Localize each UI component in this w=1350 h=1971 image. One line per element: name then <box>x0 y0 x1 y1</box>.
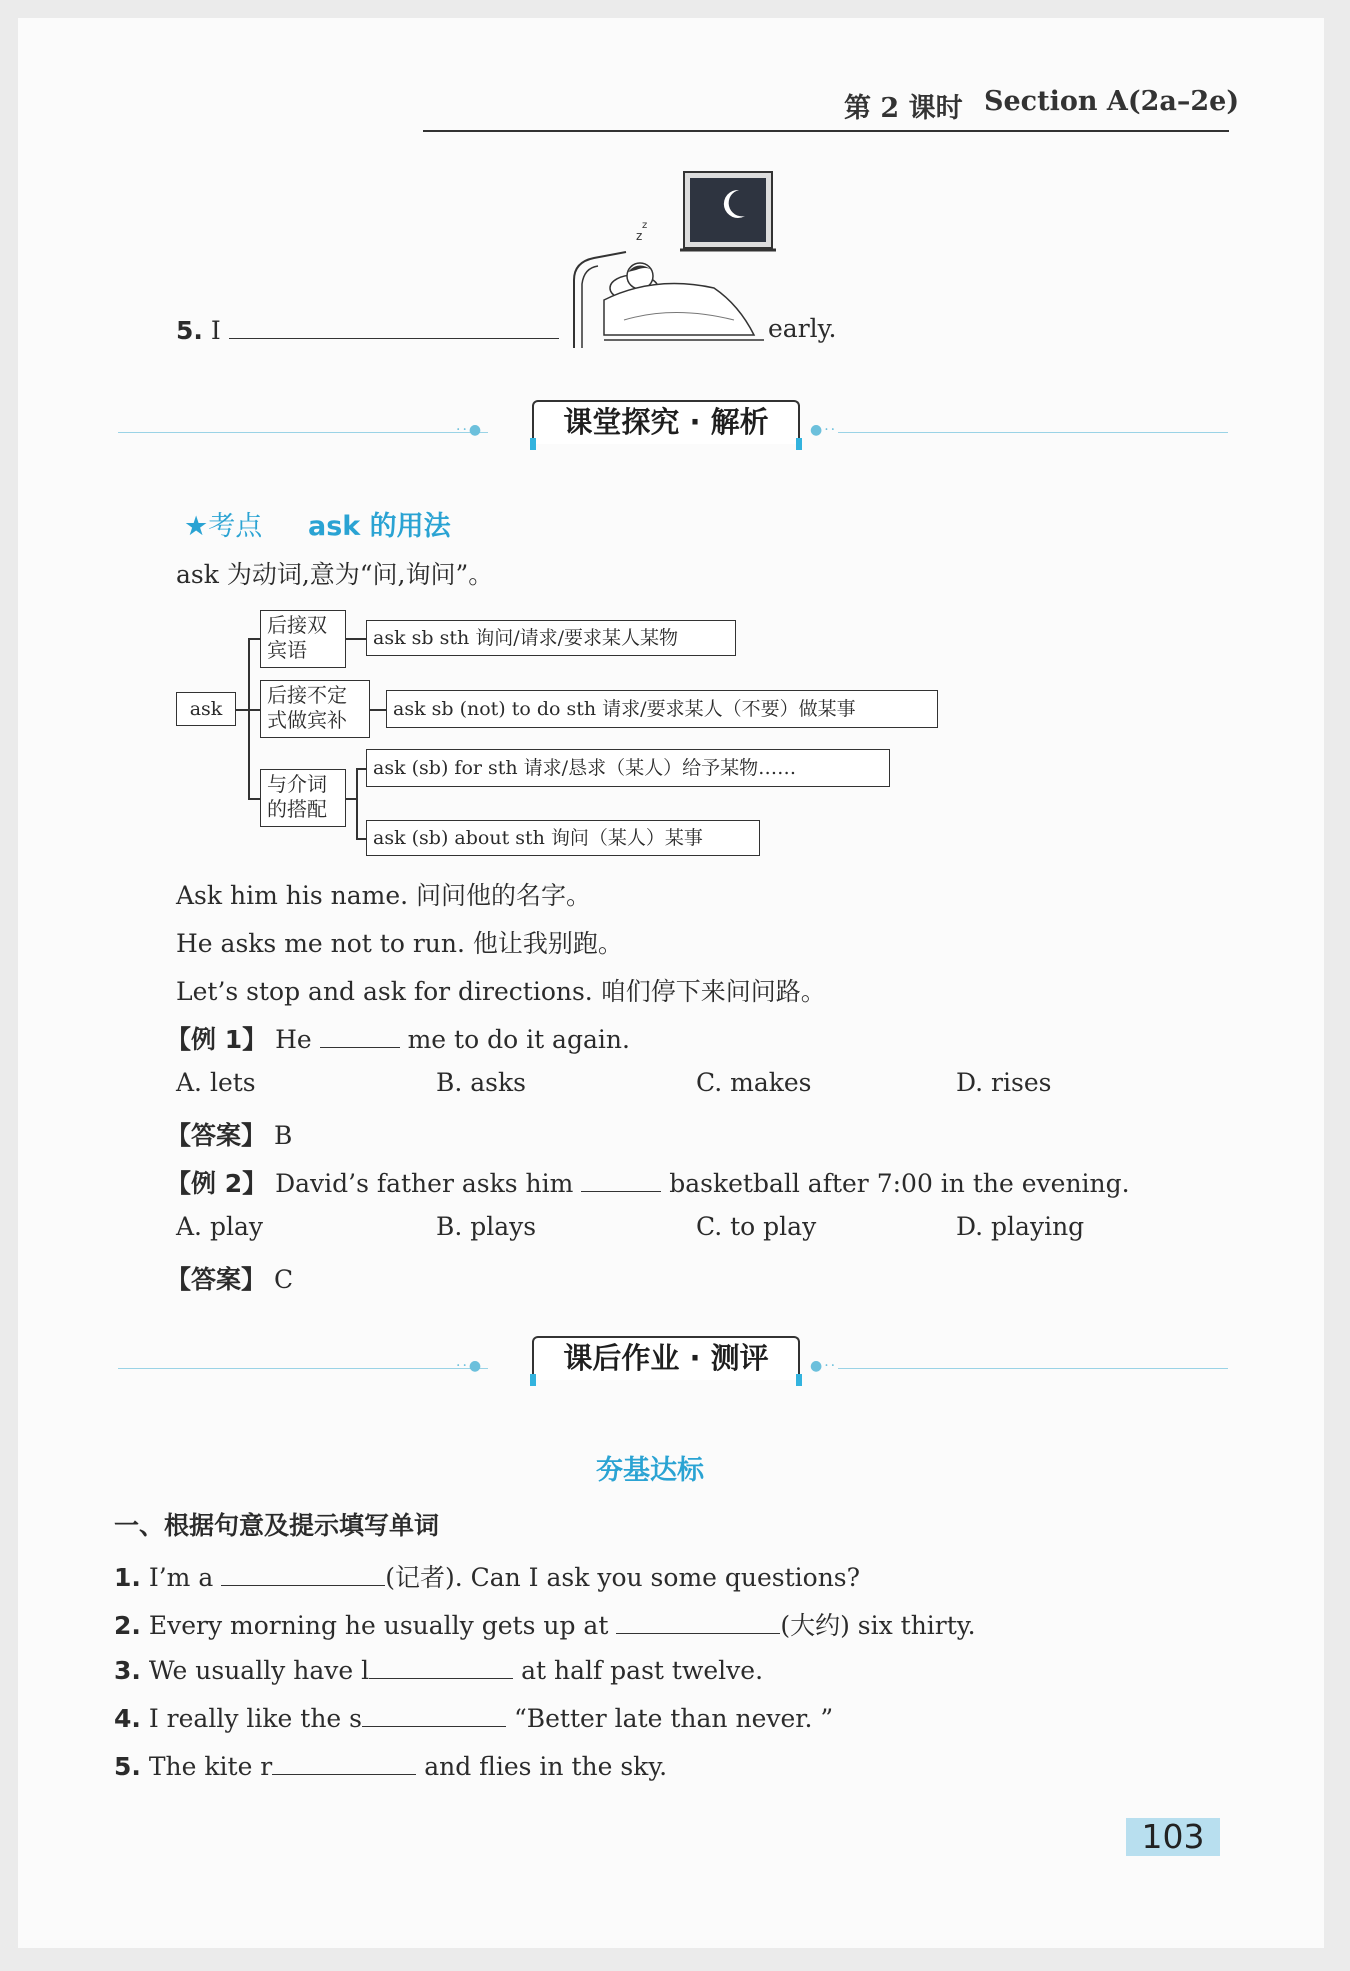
exercise-item-1-number: 1. <box>114 1563 141 1592</box>
exercise-item-5-before: The kite r <box>148 1752 273 1781</box>
band1-tab <box>532 400 800 444</box>
exercise-item-2-after: (大约) six thirty. <box>780 1611 976 1640</box>
picture-item-number: 5. <box>176 316 203 345</box>
lesson-label: 第 2 课时 <box>844 93 963 124</box>
section-subtitle: 夯基达标 <box>596 1455 704 1486</box>
band2-accent-left <box>530 1374 536 1386</box>
exercise-item-5-blank[interactable] <box>272 1750 416 1775</box>
exercise-item-5-number: 5. <box>114 1752 141 1781</box>
exercise-item-3-blank[interactable] <box>369 1654 513 1679</box>
example-sentence-1: Ask him his name. 问问他的名字。 <box>176 881 592 910</box>
exercise-item-5 <box>114 1750 667 1781</box>
section-label: Section A(2a–2e) <box>984 86 1240 117</box>
ex2-answer: C <box>273 1265 294 1294</box>
diagram-cat3-connector <box>346 798 356 800</box>
band2-tab <box>532 1336 800 1380</box>
exercise-item-3-after: at half past twelve. <box>521 1656 764 1685</box>
diagram-cat3: 与介词的搭配 <box>260 769 346 827</box>
knowledge-label: ★考点 <box>184 511 263 542</box>
band1-right-dots: ●·· <box>810 422 838 438</box>
picture-item-line <box>176 314 559 345</box>
ex2-option-a[interactable]: A. play <box>176 1212 263 1241</box>
diagram-branch2 <box>248 709 260 711</box>
exercise-item-4-blank[interactable] <box>362 1702 506 1727</box>
exercise-item-2-number: 2. <box>114 1611 141 1640</box>
diagram-usage1: ask sb sth 询问/请求/要求某人某物 <box>366 620 736 656</box>
band2-accent-right <box>796 1374 802 1386</box>
exercise-item-1-blank[interactable] <box>221 1561 385 1586</box>
band1-title: 课堂探究 · 解析 <box>563 405 769 439</box>
exercise-item-4 <box>114 1702 833 1733</box>
diagram-cat2: 后接不定式做宾补 <box>260 680 370 738</box>
exercise-item-1-after: (记者). Can I ask you some questions? <box>385 1563 861 1592</box>
ex1-answer: B <box>273 1121 293 1150</box>
band1-accent-right <box>796 438 802 450</box>
diagram-cat3-fork <box>356 768 358 838</box>
example-sentence-3: Let’s stop and ask for directions. 咱们停下来问问路。 <box>176 977 826 1006</box>
ex2-option-b[interactable]: B. plays <box>436 1212 537 1241</box>
diagram-cat2-connector <box>370 709 386 711</box>
diagram-branch1 <box>248 638 260 640</box>
header-rule <box>423 130 1229 132</box>
diagram-usage3: ask (sb) for sth 请求/恳求（某人）给予某物…… <box>366 749 890 787</box>
svg-text:z: z <box>636 229 643 243</box>
ex2-option-d[interactable]: D. playing <box>956 1212 1085 1241</box>
exercise-item-5-after: and flies in the sky. <box>424 1752 668 1781</box>
exercise-item-2 <box>114 1606 976 1642</box>
band1-left-line <box>118 432 488 433</box>
ex1-option-d[interactable]: D. rises <box>956 1068 1052 1097</box>
diagram-usage2: ask sb (not) to do sth 请求/要求某人（不要）做某事 <box>386 690 938 728</box>
sleeping-boy-illustration <box>564 170 786 350</box>
exercise-item-3-before: We usually have l <box>148 1656 370 1685</box>
band2-right-line <box>838 1368 1228 1369</box>
band2-right-dots: ●·· <box>810 1358 838 1374</box>
diagram-fork-bottom <box>356 838 366 840</box>
exercise-heading: 一、根据句意及提示填写单词 <box>114 1511 440 1540</box>
ex1-blank[interactable] <box>320 1023 400 1048</box>
ex1-before: He <box>275 1025 312 1054</box>
diagram-trunk <box>248 638 250 798</box>
exercise-item-4-number: 4. <box>114 1704 141 1733</box>
page-number: 103 <box>1126 1818 1220 1856</box>
exercise-item-3-number: 3. <box>114 1656 141 1685</box>
exercise-item-4-after: “Better late than never. ” <box>513 1704 834 1733</box>
page <box>18 18 1324 1948</box>
example-sentence-2: He asks me not to run. 他让我别跑。 <box>176 929 623 958</box>
ex1-option-a[interactable]: A. lets <box>176 1068 256 1097</box>
ex1-option-c[interactable]: C. makes <box>696 1068 812 1097</box>
knowledge-intro: ask 为动词,意为“问,询问”。 <box>176 560 494 589</box>
ex1-option-b[interactable]: B. asks <box>436 1068 526 1097</box>
diagram-cat1: 后接双宾语 <box>260 610 346 668</box>
exercise-item-2-before: Every morning he usually gets up at <box>148 1611 609 1640</box>
exercise-item-2-blank[interactable] <box>616 1609 780 1634</box>
band2-left-line <box>118 1368 488 1369</box>
ex2-answer-line <box>166 1260 293 1296</box>
band2-title: 课后作业 · 测评 <box>563 1341 769 1375</box>
ex1-answer-line <box>166 1116 292 1152</box>
diagram-usage4: ask (sb) about sth 询问（某人）某事 <box>366 820 760 856</box>
knowledge-topic: ask 的用法 <box>308 511 451 542</box>
diagram-cat1-connector <box>346 638 366 640</box>
diagram-fork-top <box>356 768 366 770</box>
band1-right-line <box>838 432 1228 433</box>
exercise-item-3 <box>114 1654 763 1685</box>
ex2-after: basketball after 7:00 in the evening. <box>669 1169 1130 1198</box>
exercise-item-1-before: I’m a <box>148 1563 214 1592</box>
ex2-option-c[interactable]: C. to play <box>696 1212 817 1241</box>
diagram-root-connector <box>236 709 248 711</box>
band2-left-dots: ··● <box>456 1358 484 1374</box>
ex1-question <box>166 1020 630 1056</box>
ex2-before: David’s father asks him <box>275 1169 574 1198</box>
picture-item-after: early. <box>768 314 837 343</box>
svg-text:z: z <box>642 220 648 231</box>
ex2-label: 【例 2】 <box>166 1169 268 1198</box>
picture-item-before: I <box>210 316 221 345</box>
exercise-item-1 <box>114 1558 860 1594</box>
ex2-question <box>166 1164 1130 1200</box>
band1-left-dots: ··● <box>456 422 484 438</box>
exercise-item-4-before: I really like the s <box>148 1704 362 1733</box>
picture-item-blank[interactable] <box>229 314 559 339</box>
diagram-branch3 <box>248 798 260 800</box>
ex2-blank[interactable] <box>581 1167 661 1192</box>
band1-accent-left <box>530 438 536 450</box>
diagram-root: ask <box>176 692 236 726</box>
ex1-after: me to do it again. <box>407 1025 630 1054</box>
ex1-answer-label: 【答案】 <box>166 1121 267 1150</box>
ex1-label: 【例 1】 <box>166 1025 268 1054</box>
ex2-answer-label: 【答案】 <box>166 1265 267 1294</box>
